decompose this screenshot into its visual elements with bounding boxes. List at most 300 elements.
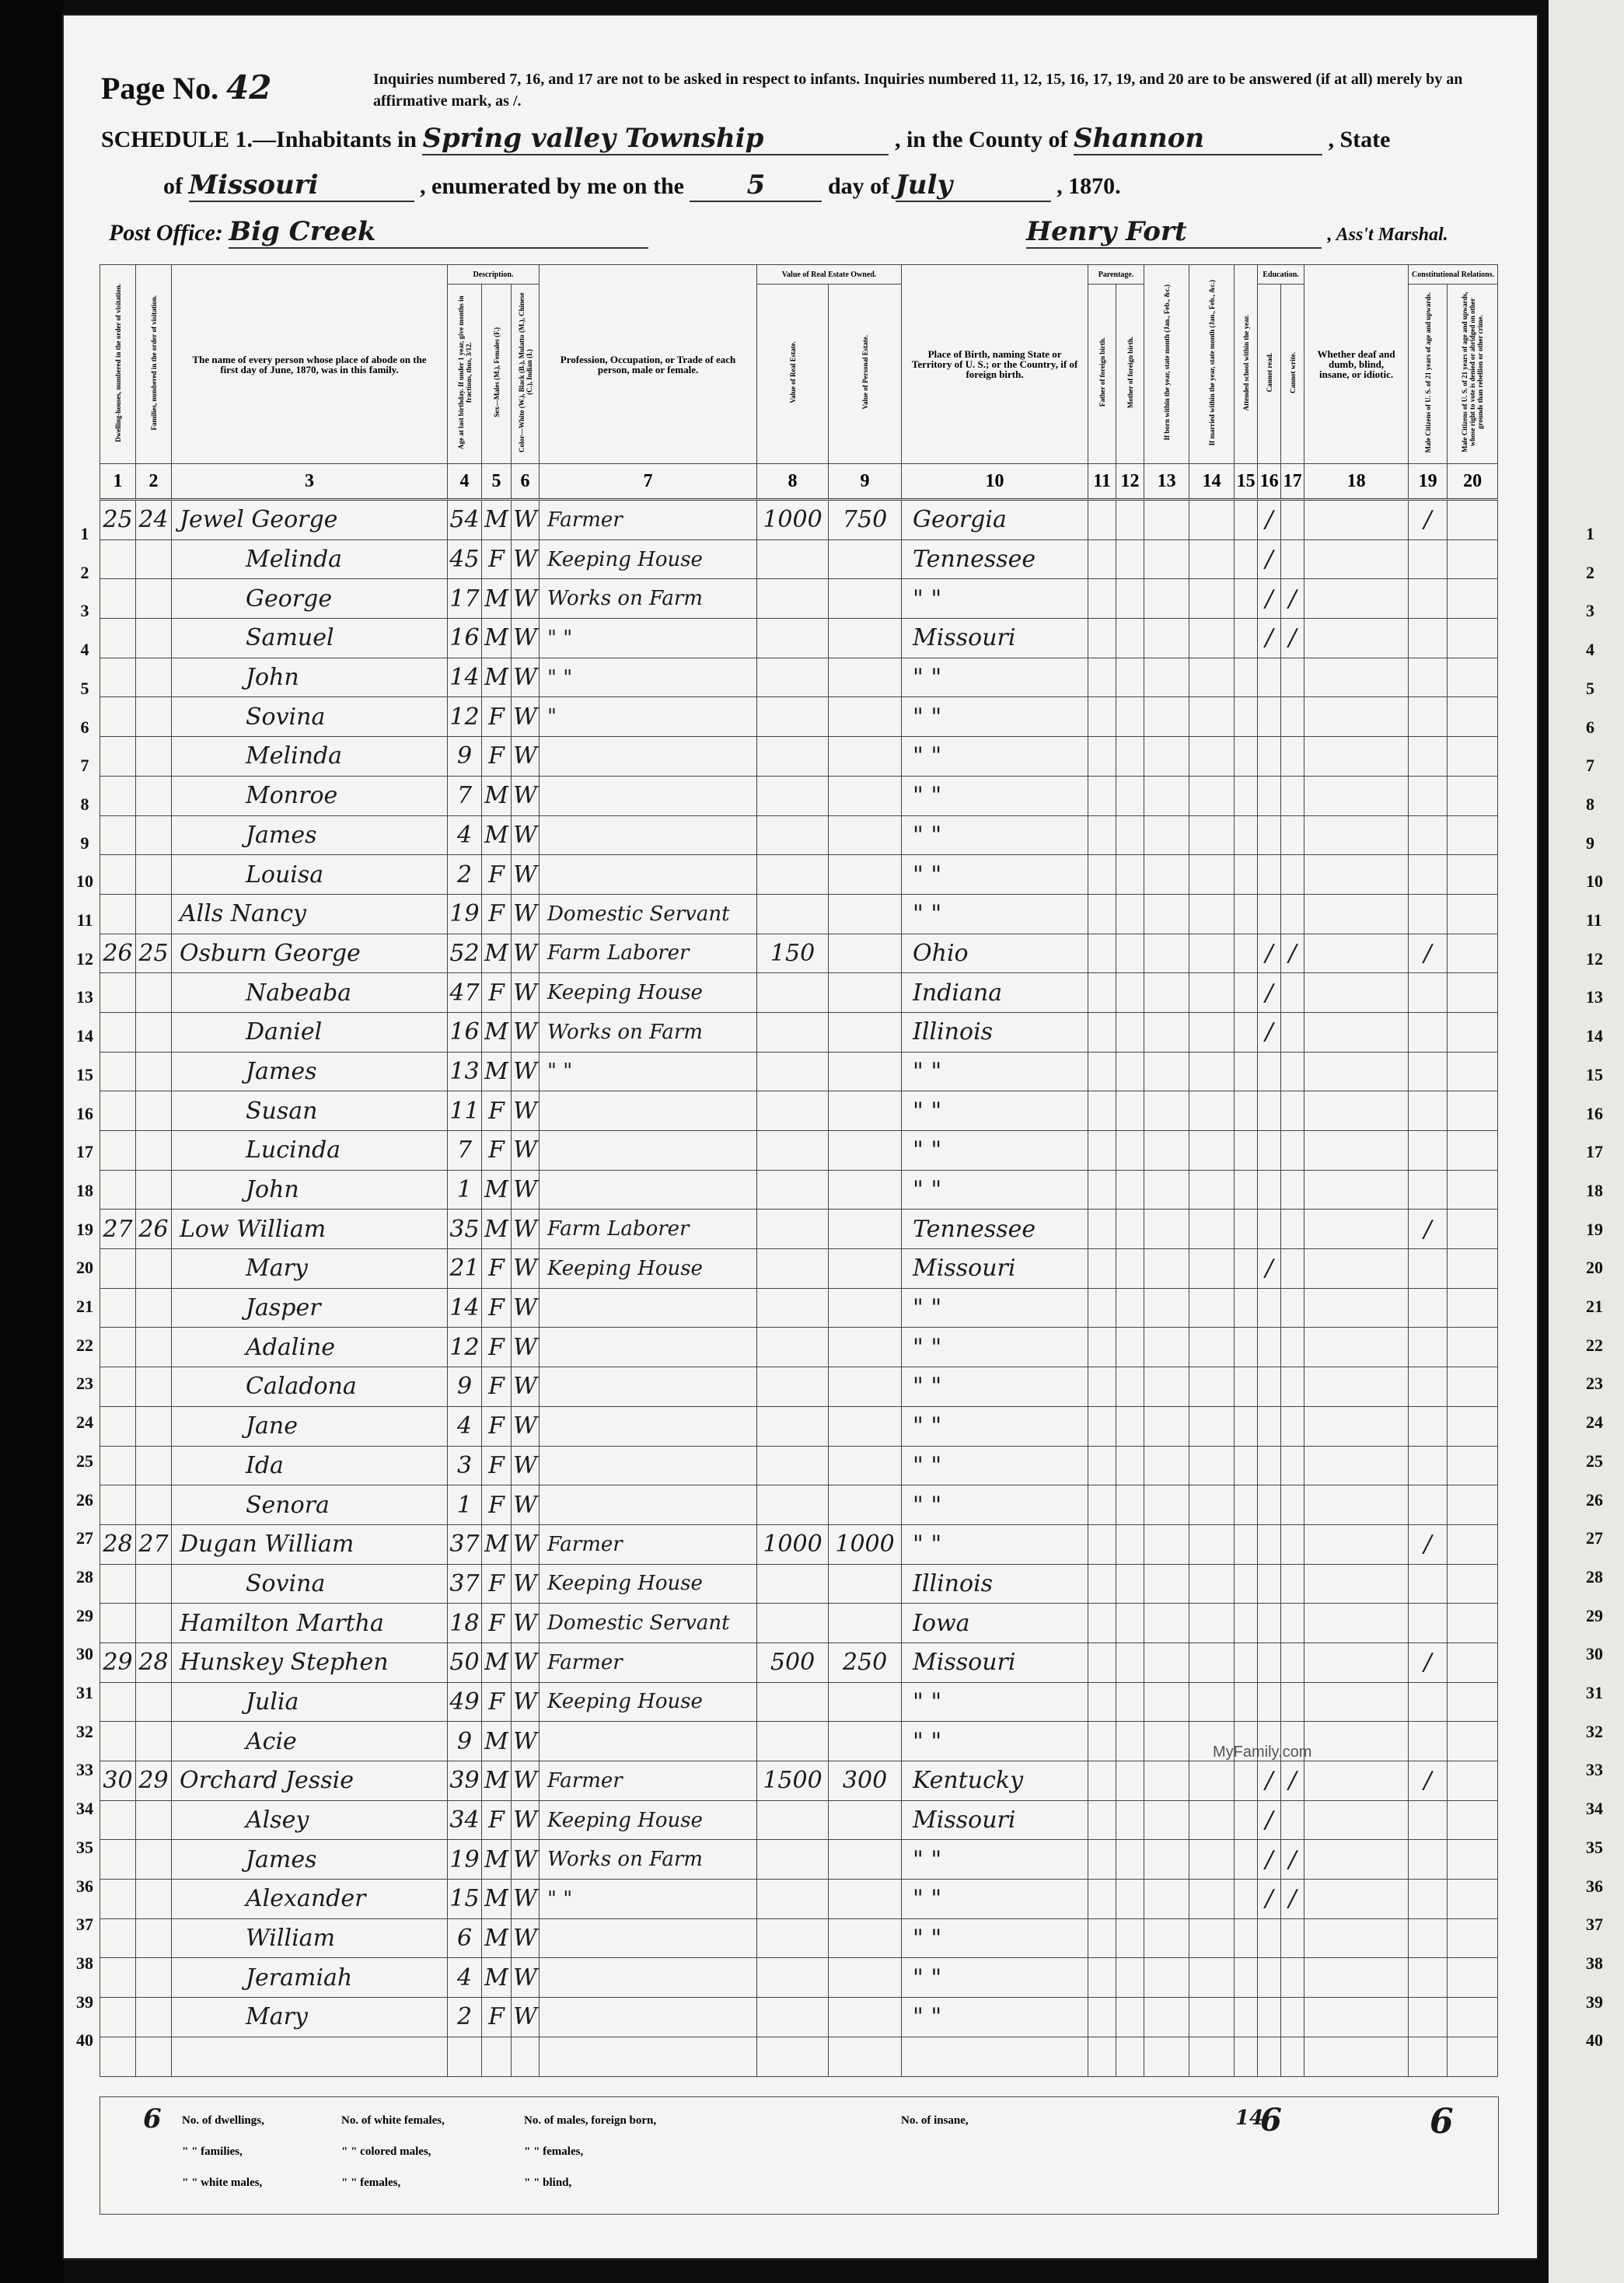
birthplace: Missouri bbox=[902, 619, 1088, 658]
parentage-group-header: Parentage. bbox=[1088, 265, 1144, 285]
birthplace: Missouri bbox=[902, 1642, 1088, 1682]
married-within-year bbox=[1189, 1091, 1235, 1131]
adjacent-line-number: 20 bbox=[1586, 1258, 1603, 1278]
sex: M bbox=[482, 1761, 512, 1801]
family-number bbox=[136, 815, 172, 855]
mother-foreign bbox=[1116, 579, 1144, 619]
father-foreign bbox=[1088, 1682, 1116, 1722]
father-foreign bbox=[1088, 815, 1116, 855]
disability bbox=[1304, 1446, 1409, 1485]
cannot-read: / bbox=[1258, 1761, 1281, 1801]
disability bbox=[1304, 1642, 1409, 1682]
personal-estate-value bbox=[829, 1840, 902, 1880]
family-number bbox=[136, 1446, 172, 1485]
dwelling-number bbox=[100, 1880, 136, 1919]
family-number: 29 bbox=[136, 1761, 172, 1801]
cannot-write bbox=[1281, 697, 1304, 737]
color: W bbox=[512, 815, 540, 855]
family-number bbox=[136, 619, 172, 658]
census-row bbox=[100, 1367, 1498, 1407]
birthplace: Ohio bbox=[902, 934, 1088, 973]
mother-foreign bbox=[1116, 1880, 1144, 1919]
father-foreign bbox=[1088, 973, 1116, 1013]
person-name: Dugan William bbox=[172, 1524, 448, 1564]
sex: F bbox=[482, 1249, 512, 1289]
family-number: 24 bbox=[136, 500, 172, 540]
sex: M bbox=[482, 1052, 512, 1091]
sex: M bbox=[482, 500, 512, 540]
father-foreign bbox=[1088, 1012, 1116, 1052]
sex: M bbox=[482, 1642, 512, 1682]
father-foreign bbox=[1088, 1998, 1116, 2037]
mother-foreign bbox=[1116, 1170, 1144, 1210]
person-name: William bbox=[172, 1918, 448, 1958]
disability bbox=[1304, 1840, 1409, 1880]
born-within-year bbox=[1144, 1642, 1189, 1682]
occupation: Farm Laborer bbox=[540, 1210, 757, 1249]
cannot-write bbox=[1281, 1800, 1304, 1840]
personal-estate-value: 750 bbox=[829, 500, 902, 540]
cannot-write bbox=[1281, 1998, 1304, 2037]
mother-foreign bbox=[1116, 1210, 1144, 1249]
occupation: Farmer bbox=[540, 500, 757, 540]
attended-school bbox=[1235, 1367, 1258, 1407]
vote-denied bbox=[1448, 1840, 1498, 1880]
father-foreign bbox=[1088, 697, 1116, 737]
age: 9 bbox=[448, 1722, 482, 1761]
dwelling-number bbox=[100, 1406, 136, 1446]
father-foreign bbox=[1088, 1170, 1116, 1210]
age: 54 bbox=[448, 500, 482, 540]
color: W bbox=[512, 1131, 540, 1171]
married-within-year bbox=[1189, 1249, 1235, 1289]
census-row bbox=[100, 1406, 1498, 1446]
mother-foreign bbox=[1116, 1012, 1144, 1052]
mother-foreign bbox=[1116, 815, 1144, 855]
married-within-year bbox=[1189, 500, 1235, 540]
sex: M bbox=[482, 1840, 512, 1880]
real-estate-value bbox=[757, 1918, 829, 1958]
occupation bbox=[540, 1485, 757, 1525]
cannot-write bbox=[1281, 500, 1304, 540]
value-group-header: Value of Real Estate Owned. bbox=[757, 265, 902, 285]
sex: F bbox=[482, 697, 512, 737]
attended-school bbox=[1235, 1604, 1258, 1643]
born-within-year bbox=[1144, 1012, 1189, 1052]
color: W bbox=[512, 1722, 540, 1761]
col-school-header: Attended school within the year. bbox=[1235, 265, 1258, 464]
column-number: 1 bbox=[100, 464, 136, 500]
cannot-write bbox=[1281, 1367, 1304, 1407]
male-citizen: / bbox=[1409, 934, 1448, 973]
occupation bbox=[540, 1131, 757, 1171]
attended-school bbox=[1235, 855, 1258, 895]
adjacent-line-number: 1 bbox=[1586, 524, 1594, 543]
person-name: James bbox=[172, 1840, 448, 1880]
of-label: of bbox=[163, 173, 183, 199]
attended-school bbox=[1235, 539, 1258, 579]
mother-foreign bbox=[1116, 855, 1144, 895]
person-name: Jasper bbox=[172, 1288, 448, 1328]
dwelling-number bbox=[100, 2037, 136, 2076]
married-within-year bbox=[1189, 1880, 1235, 1919]
attended-school bbox=[1235, 1446, 1258, 1485]
cannot-read bbox=[1258, 658, 1281, 697]
census-row bbox=[100, 1052, 1498, 1091]
dwelling-number bbox=[100, 894, 136, 934]
age: 11 bbox=[448, 1091, 482, 1131]
census-rows bbox=[100, 500, 1498, 2077]
county-label: , in the County of bbox=[894, 127, 1068, 152]
column-number: 16 bbox=[1258, 464, 1281, 500]
cannot-write bbox=[1281, 1446, 1304, 1485]
male-citizen bbox=[1409, 1249, 1448, 1289]
family-number: 27 bbox=[136, 1524, 172, 1564]
dwelling-number bbox=[100, 1918, 136, 1958]
vote-denied bbox=[1448, 1524, 1498, 1564]
birthplace: " " bbox=[902, 1052, 1088, 1091]
age: 37 bbox=[448, 1524, 482, 1564]
adjacent-line-number: 32 bbox=[1586, 1721, 1603, 1741]
person-name: Orchard Jessie bbox=[172, 1761, 448, 1801]
line-number: 2 bbox=[80, 562, 89, 582]
line-number: 27 bbox=[76, 1528, 93, 1548]
person-name: Caladona bbox=[172, 1367, 448, 1407]
male-citizen: / bbox=[1409, 500, 1448, 540]
male-citizen bbox=[1409, 1288, 1448, 1328]
disability bbox=[1304, 1288, 1409, 1328]
census-row bbox=[100, 619, 1498, 658]
person-name: Nabeaba bbox=[172, 973, 448, 1013]
cannot-read: / bbox=[1258, 619, 1281, 658]
mother-foreign bbox=[1116, 1052, 1144, 1091]
mother-foreign bbox=[1116, 1288, 1144, 1328]
vote-denied bbox=[1448, 500, 1498, 540]
birthplace: " " bbox=[902, 1406, 1088, 1446]
dwelling-number bbox=[100, 1958, 136, 1998]
dwelling-number bbox=[100, 658, 136, 697]
family-number bbox=[136, 1564, 172, 1604]
township-value: Spring valley Township bbox=[422, 123, 889, 155]
mother-foreign bbox=[1116, 1682, 1144, 1722]
cannot-read bbox=[1258, 1642, 1281, 1682]
personal-estate-value bbox=[829, 934, 902, 973]
dwelling-number bbox=[100, 1131, 136, 1171]
personal-estate-value bbox=[829, 815, 902, 855]
adjacent-page-strip bbox=[1549, 0, 1624, 2283]
married-within-year bbox=[1189, 1012, 1235, 1052]
disability bbox=[1304, 973, 1409, 1013]
cannot-read bbox=[1258, 1958, 1281, 1998]
sex: F bbox=[482, 1328, 512, 1367]
dwelling-number bbox=[100, 1800, 136, 1840]
father-foreign bbox=[1088, 934, 1116, 973]
census-row bbox=[100, 934, 1498, 973]
married-within-year bbox=[1189, 2037, 1235, 2076]
cannot-write: / bbox=[1281, 1761, 1304, 1801]
age: 52 bbox=[448, 934, 482, 973]
col-vote-denied-header: Male Citizens of U. S. of 21 years of age and upwards, whose right to vote is denied or abridged on other grounds than rebellion or other crime. bbox=[1448, 285, 1498, 464]
cannot-write bbox=[1281, 1288, 1304, 1328]
father-foreign bbox=[1088, 1564, 1116, 1604]
real-estate-value: 1500 bbox=[757, 1761, 829, 1801]
person-name: Melinda bbox=[172, 539, 448, 579]
real-estate-value bbox=[757, 579, 829, 619]
line-number: 5 bbox=[80, 678, 89, 698]
vote-denied bbox=[1448, 1131, 1498, 1171]
mother-foreign bbox=[1116, 894, 1144, 934]
dwelling-number: 25 bbox=[100, 500, 136, 540]
occupation: Works on Farm bbox=[540, 1012, 757, 1052]
born-within-year bbox=[1144, 934, 1189, 973]
person-name: Sovina bbox=[172, 697, 448, 737]
mother-foreign bbox=[1116, 1958, 1144, 1998]
cannot-write bbox=[1281, 815, 1304, 855]
cannot-read bbox=[1258, 815, 1281, 855]
birthplace: Tennessee bbox=[902, 539, 1088, 579]
color: W bbox=[512, 737, 540, 777]
summary-footer bbox=[100, 2096, 1499, 2215]
father-foreign bbox=[1088, 1091, 1116, 1131]
family-number bbox=[136, 973, 172, 1013]
real-estate-value bbox=[757, 776, 829, 815]
column-number: 6 bbox=[512, 464, 540, 500]
family-number bbox=[136, 1800, 172, 1840]
vote-denied bbox=[1448, 1761, 1498, 1801]
personal-estate-value bbox=[829, 1958, 902, 1998]
occupation: Keeping House bbox=[540, 1249, 757, 1289]
column-number: 3 bbox=[172, 464, 448, 500]
male-citizen bbox=[1409, 619, 1448, 658]
sex: F bbox=[482, 1564, 512, 1604]
father-foreign bbox=[1088, 1367, 1116, 1407]
male-citizen bbox=[1409, 1918, 1448, 1958]
person-name: Alls Nancy bbox=[172, 894, 448, 934]
col-mother-foreign-header: Mother of foreign birth. bbox=[1116, 285, 1144, 464]
vote-denied bbox=[1448, 1249, 1498, 1289]
col-cannot-read-header: Cannot read. bbox=[1258, 285, 1281, 464]
married-within-year bbox=[1189, 1998, 1235, 2037]
footer-females-2: " " females, bbox=[341, 2177, 401, 2189]
real-estate-value bbox=[757, 1170, 829, 1210]
real-estate-value bbox=[757, 1052, 829, 1091]
dwelling-number bbox=[100, 1998, 136, 2037]
father-foreign bbox=[1088, 1524, 1116, 1564]
birthplace: " " bbox=[902, 1091, 1088, 1131]
married-within-year bbox=[1189, 1761, 1235, 1801]
constitutional-group-header: Constitutional Relations. bbox=[1409, 265, 1498, 285]
census-row bbox=[100, 1446, 1498, 1485]
personal-estate-value bbox=[829, 1604, 902, 1643]
cannot-write bbox=[1281, 658, 1304, 697]
col-age-header: Age at last birthday. If under 1 year, give months in fractions, thus, 3/12. bbox=[448, 285, 482, 464]
family-number bbox=[136, 697, 172, 737]
attended-school bbox=[1235, 1406, 1258, 1446]
adjacent-line-number: 22 bbox=[1586, 1335, 1603, 1355]
cannot-read bbox=[1258, 1131, 1281, 1171]
cannot-read bbox=[1258, 776, 1281, 815]
person-name: Adaline bbox=[172, 1328, 448, 1367]
attended-school bbox=[1235, 579, 1258, 619]
post-office-label: Post Office: bbox=[109, 220, 223, 246]
sex: M bbox=[482, 1210, 512, 1249]
cannot-read bbox=[1258, 894, 1281, 934]
age: 50 bbox=[448, 1642, 482, 1682]
attended-school bbox=[1235, 1918, 1258, 1958]
adjacent-line-number: 25 bbox=[1586, 1450, 1603, 1471]
personal-estate-value bbox=[829, 1288, 902, 1328]
dwelling-number bbox=[100, 1170, 136, 1210]
line-number: 38 bbox=[76, 1953, 93, 1973]
col-dwelling-header: Dwelling-houses, numbered in the order of visitation. bbox=[100, 265, 136, 464]
col-birthplace-header: Place of Birth, naming State or Territory of U. S.; or the Country, if of foreign birth. bbox=[902, 265, 1088, 464]
mother-foreign bbox=[1116, 1998, 1144, 2037]
vote-denied bbox=[1448, 737, 1498, 777]
adjacent-line-number: 31 bbox=[1586, 1683, 1603, 1702]
dwelling-number bbox=[100, 815, 136, 855]
family-number: 26 bbox=[136, 1210, 172, 1249]
birthplace: " " bbox=[902, 1328, 1088, 1367]
census-row bbox=[100, 1604, 1498, 1643]
occupation bbox=[540, 737, 757, 777]
born-within-year bbox=[1144, 1682, 1189, 1722]
person-name: Monroe bbox=[172, 776, 448, 815]
census-row bbox=[100, 1091, 1498, 1131]
born-within-year bbox=[1144, 855, 1189, 895]
attended-school bbox=[1235, 1564, 1258, 1604]
vote-denied bbox=[1448, 1328, 1498, 1367]
born-within-year bbox=[1144, 1170, 1189, 1210]
attended-school bbox=[1235, 776, 1258, 815]
personal-estate-value bbox=[829, 697, 902, 737]
male-citizen bbox=[1409, 697, 1448, 737]
personal-estate-value bbox=[829, 1406, 902, 1446]
census-table bbox=[100, 264, 1498, 2077]
adjacent-line-number: 2 bbox=[1586, 562, 1594, 582]
family-number bbox=[136, 1052, 172, 1091]
personal-estate-value bbox=[829, 1210, 902, 1249]
male-citizen bbox=[1409, 1722, 1448, 1761]
col-cannot-write-header: Cannot write. bbox=[1281, 285, 1304, 464]
born-within-year bbox=[1144, 1722, 1189, 1761]
father-foreign bbox=[1088, 2037, 1116, 2076]
column-number: 7 bbox=[540, 464, 757, 500]
sex: F bbox=[482, 1485, 512, 1525]
adjacent-line-number: 34 bbox=[1586, 1799, 1603, 1819]
attended-school bbox=[1235, 1761, 1258, 1801]
age: 6 bbox=[448, 1918, 482, 1958]
real-estate-value bbox=[757, 1682, 829, 1722]
male-citizen bbox=[1409, 1958, 1448, 1998]
born-within-year bbox=[1144, 1485, 1189, 1525]
color bbox=[512, 2037, 540, 2076]
day-of-label: day of bbox=[827, 173, 890, 199]
birthplace bbox=[902, 2037, 1088, 2076]
occupation bbox=[540, 1367, 757, 1407]
disability bbox=[1304, 776, 1409, 815]
married-within-year bbox=[1189, 1485, 1235, 1525]
sex bbox=[482, 2037, 512, 2076]
age: 2 bbox=[448, 855, 482, 895]
attended-school bbox=[1235, 1170, 1258, 1210]
male-citizen: / bbox=[1409, 1524, 1448, 1564]
occupation: Farmer bbox=[540, 1642, 757, 1682]
line-number: 17 bbox=[76, 1142, 93, 1162]
color: W bbox=[512, 1564, 540, 1604]
birthplace: Illinois bbox=[902, 1012, 1088, 1052]
column-number: 9 bbox=[829, 464, 902, 500]
born-within-year bbox=[1144, 1091, 1189, 1131]
born-within-year bbox=[1144, 1406, 1189, 1446]
father-foreign bbox=[1088, 1840, 1116, 1880]
cannot-read bbox=[1258, 1091, 1281, 1131]
born-within-year bbox=[1144, 1800, 1189, 1840]
married-within-year bbox=[1189, 1604, 1235, 1643]
father-foreign bbox=[1088, 894, 1116, 934]
personal-estate-value bbox=[829, 973, 902, 1013]
color: W bbox=[512, 1249, 540, 1289]
born-within-year bbox=[1144, 1958, 1189, 1998]
personal-estate-value bbox=[829, 855, 902, 895]
cannot-write bbox=[1281, 1131, 1304, 1171]
line-number: 16 bbox=[76, 1103, 93, 1123]
real-estate-value bbox=[757, 1091, 829, 1131]
adjacent-line-number: 24 bbox=[1586, 1412, 1603, 1433]
person-name: Susan bbox=[172, 1091, 448, 1131]
birthplace: " " bbox=[902, 1840, 1088, 1880]
sex: F bbox=[482, 1604, 512, 1643]
married-within-year bbox=[1189, 1288, 1235, 1328]
family-number bbox=[136, 1091, 172, 1131]
cannot-write bbox=[1281, 973, 1304, 1013]
county-value: Shannon bbox=[1074, 123, 1322, 155]
col-sex-header: Sex—Males (M.), Females (F.) bbox=[482, 285, 512, 464]
color: W bbox=[512, 1406, 540, 1446]
disability bbox=[1304, 1998, 1409, 2037]
line-number: 19 bbox=[76, 1219, 93, 1239]
age: 4 bbox=[448, 815, 482, 855]
adjacent-line-number: 27 bbox=[1586, 1528, 1603, 1548]
cannot-read bbox=[1258, 1210, 1281, 1249]
disability bbox=[1304, 894, 1409, 934]
disability bbox=[1304, 1604, 1409, 1643]
census-row bbox=[100, 737, 1498, 777]
mother-foreign bbox=[1116, 1761, 1144, 1801]
age: 4 bbox=[448, 1406, 482, 1446]
column-number: 12 bbox=[1116, 464, 1144, 500]
person-name: Daniel bbox=[172, 1012, 448, 1052]
born-within-year bbox=[1144, 1131, 1189, 1171]
real-estate-value bbox=[757, 619, 829, 658]
real-estate-value bbox=[757, 1012, 829, 1052]
married-within-year bbox=[1189, 934, 1235, 973]
adjacent-line-number: 33 bbox=[1586, 1760, 1603, 1780]
born-within-year bbox=[1144, 1918, 1189, 1958]
line-number: 14 bbox=[76, 1026, 93, 1046]
attended-school bbox=[1235, 2037, 1258, 2076]
vote-denied bbox=[1448, 776, 1498, 815]
real-estate-value bbox=[757, 1880, 829, 1919]
born-within-year bbox=[1144, 737, 1189, 777]
married-within-year bbox=[1189, 815, 1235, 855]
mother-foreign bbox=[1116, 1722, 1144, 1761]
cannot-write bbox=[1281, 2037, 1304, 2076]
sex: F bbox=[482, 973, 512, 1013]
sex: M bbox=[482, 1918, 512, 1958]
dwelling-number bbox=[100, 579, 136, 619]
schedule-line bbox=[101, 123, 1390, 155]
dwelling-number bbox=[100, 1840, 136, 1880]
